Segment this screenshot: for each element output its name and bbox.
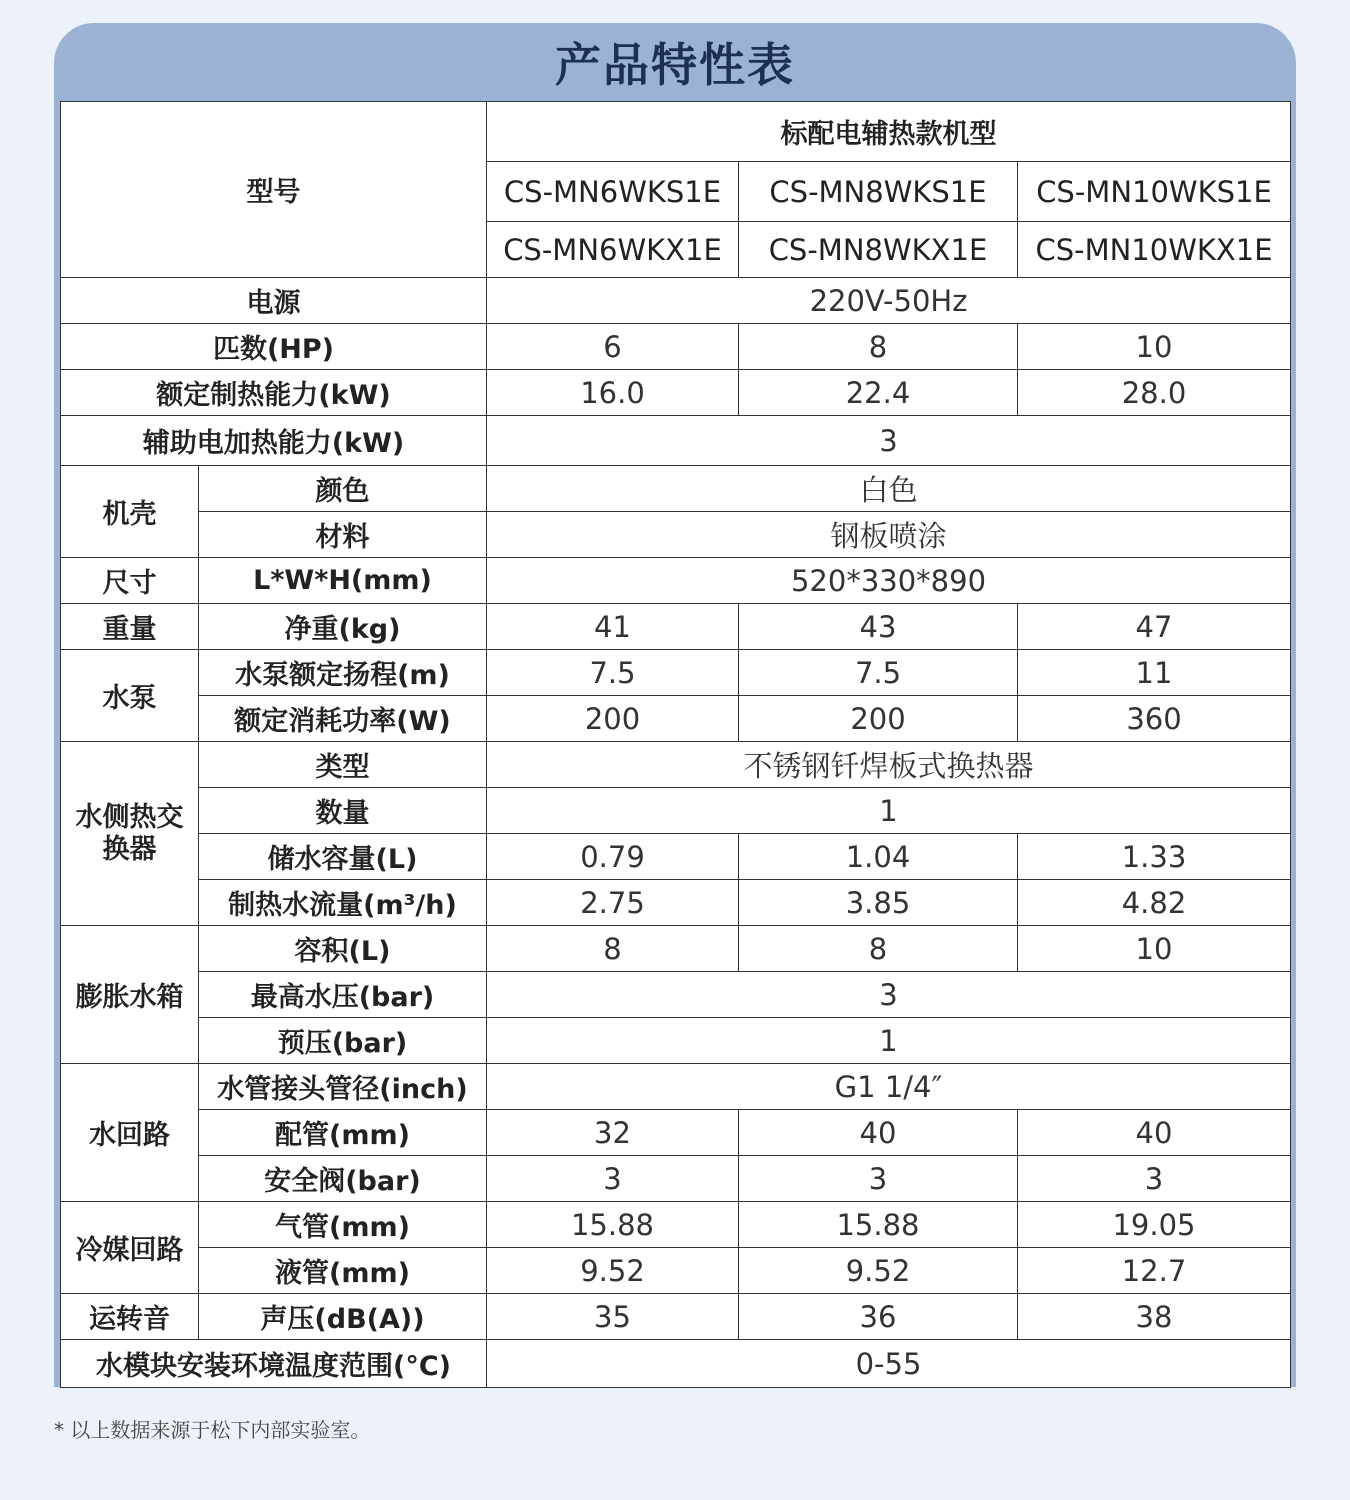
value-cell: 200 xyxy=(739,696,1018,742)
table-row xyxy=(61,1064,1291,1110)
spec-card xyxy=(54,23,1296,1387)
group-label: 尺寸 xyxy=(61,558,199,604)
value-cell: 1.33 xyxy=(1018,834,1291,880)
value-cell: 7.5 xyxy=(487,650,739,696)
row-label: 制热水流量(m³/h) xyxy=(199,880,487,926)
table-row xyxy=(61,1340,1291,1388)
row-label: 安全阀(bar) xyxy=(199,1156,487,1202)
group-label: 水侧热交换器 xyxy=(61,742,199,926)
row-label: 额定消耗功率(W) xyxy=(199,696,487,742)
footnote: * 以上数据来源于松下内部实验室。 xyxy=(54,1418,371,1442)
table-row xyxy=(61,834,1291,880)
value-cell: 19.05 xyxy=(1018,1202,1291,1248)
value-cell: 16.0 xyxy=(487,370,739,416)
model-cell: CS-MN6WKX1E xyxy=(487,222,739,278)
row-label: 净重(kg) xyxy=(199,604,487,650)
row-label: 预压(bar) xyxy=(199,1018,487,1064)
table-row xyxy=(61,1156,1291,1202)
table-row xyxy=(61,558,1291,604)
group-label: 水回路 xyxy=(61,1064,199,1202)
value-cell: 12.7 xyxy=(1018,1248,1291,1294)
table-row xyxy=(61,788,1291,834)
row-label: 储水容量(L) xyxy=(199,834,487,880)
table-row xyxy=(61,1202,1291,1248)
row-label: 电源 xyxy=(61,278,487,324)
value-cell: 35 xyxy=(487,1294,739,1340)
value-cell: 10 xyxy=(1018,926,1291,972)
value-cell: 43 xyxy=(739,604,1018,650)
row-label: 气管(mm) xyxy=(199,1202,487,1248)
value-cell: 2.75 xyxy=(487,880,739,926)
value-cell: 15.88 xyxy=(487,1202,739,1248)
model-cell: CS-MN8WKX1E xyxy=(739,222,1018,278)
row-label: 水管接头管径(inch) xyxy=(199,1064,487,1110)
series-header: 标配电辅热款机型 xyxy=(487,102,1291,162)
value-cell: 3 xyxy=(739,1156,1018,1202)
model-cell: CS-MN10WKX1E xyxy=(1018,222,1291,278)
value-cell: 360 xyxy=(1018,696,1291,742)
value-cell: 9.52 xyxy=(487,1248,739,1294)
value-cell: 8 xyxy=(487,926,739,972)
value-cell: 200 xyxy=(487,696,739,742)
value-cell: 1 xyxy=(487,1018,1291,1064)
model-cell: CS-MN10WKS1E xyxy=(1018,162,1291,222)
table-row xyxy=(61,1294,1291,1340)
value-cell: 8 xyxy=(739,324,1018,370)
value-cell: 36 xyxy=(739,1294,1018,1340)
value-cell: 0.79 xyxy=(487,834,739,880)
model-cell: CS-MN6WKS1E xyxy=(487,162,739,222)
group-label: 膨胀水箱 xyxy=(61,926,199,1064)
value-cell: 9.52 xyxy=(739,1248,1018,1294)
table-row xyxy=(61,926,1291,972)
value-cell: 220V-50Hz xyxy=(487,278,1291,324)
row-label: 辅助电加热能力(kW) xyxy=(61,416,487,466)
value-cell: 3.85 xyxy=(739,880,1018,926)
row-label: 数量 xyxy=(199,788,487,834)
row-label: 最高水压(bar) xyxy=(199,972,487,1018)
table-row xyxy=(61,278,1291,324)
table-row xyxy=(61,880,1291,926)
value-cell: 10 xyxy=(1018,324,1291,370)
table-row xyxy=(61,972,1291,1018)
value-cell: 41 xyxy=(487,604,739,650)
row-label: 匹数(HP) xyxy=(61,324,487,370)
table-row xyxy=(61,742,1291,788)
value-cell: 22.4 xyxy=(739,370,1018,416)
row-label: 水泵额定扬程(m) xyxy=(199,650,487,696)
value-cell: 6 xyxy=(487,324,739,370)
row-label: L*W*H(mm) xyxy=(199,558,487,604)
row-label: 材料 xyxy=(199,512,487,558)
value-cell: 1.04 xyxy=(739,834,1018,880)
page-title: 产品特性表 xyxy=(555,38,795,92)
value-cell: 40 xyxy=(739,1110,1018,1156)
value-cell: 0-55 xyxy=(487,1340,1291,1388)
value-cell: 1 xyxy=(487,788,1291,834)
group-label: 冷媒回路 xyxy=(61,1202,199,1294)
row-label: 容积(L) xyxy=(199,926,487,972)
table-row xyxy=(61,696,1291,742)
model-cell: CS-MN8WKS1E xyxy=(739,162,1018,222)
table-row xyxy=(61,466,1291,512)
group-label: 机壳 xyxy=(61,466,199,558)
row-label: 配管(mm) xyxy=(199,1110,487,1156)
table-row xyxy=(61,650,1291,696)
row-label: 声压(dB(A)) xyxy=(199,1294,487,1340)
group-label: 运转音 xyxy=(61,1294,199,1340)
value-cell: 28.0 xyxy=(1018,370,1291,416)
table-row xyxy=(61,324,1291,370)
value-cell: 3 xyxy=(1018,1156,1291,1202)
table-row xyxy=(61,1018,1291,1064)
value-cell: 钢板喷涂 xyxy=(487,512,1291,558)
value-cell: 7.5 xyxy=(739,650,1018,696)
table-row xyxy=(61,416,1291,466)
row-label: 额定制热能力(kW) xyxy=(61,370,487,416)
row-label: 液管(mm) xyxy=(199,1248,487,1294)
value-cell: 3 xyxy=(487,416,1291,466)
value-cell: 4.82 xyxy=(1018,880,1291,926)
value-cell: 15.88 xyxy=(739,1202,1018,1248)
table-row xyxy=(61,102,1291,162)
group-label: 水泵 xyxy=(61,650,199,742)
value-cell: 520*330*890 xyxy=(487,558,1291,604)
row-label: 水模块安装环境温度范围(°C) xyxy=(61,1340,487,1388)
value-cell: 47 xyxy=(1018,604,1291,650)
value-cell: 38 xyxy=(1018,1294,1291,1340)
value-cell: 40 xyxy=(1018,1110,1291,1156)
table-row xyxy=(61,370,1291,416)
table-row xyxy=(61,512,1291,558)
value-cell: 3 xyxy=(487,972,1291,1018)
group-label: 重量 xyxy=(61,604,199,650)
table-row xyxy=(61,1248,1291,1294)
model-label: 型号 xyxy=(61,102,487,278)
table-row xyxy=(61,1110,1291,1156)
value-cell: 11 xyxy=(1018,650,1291,696)
value-cell: 白色 xyxy=(487,466,1291,512)
value-cell: 8 xyxy=(739,926,1018,972)
row-label: 颜色 xyxy=(199,466,487,512)
value-cell: 3 xyxy=(487,1156,739,1202)
value-cell: 不锈钢钎焊板式换热器 xyxy=(487,742,1291,788)
table-row xyxy=(61,604,1291,650)
value-cell: G1 1/4″ xyxy=(487,1064,1291,1110)
value-cell: 32 xyxy=(487,1110,739,1156)
row-label: 类型 xyxy=(199,742,487,788)
spec-table xyxy=(60,101,1291,1388)
